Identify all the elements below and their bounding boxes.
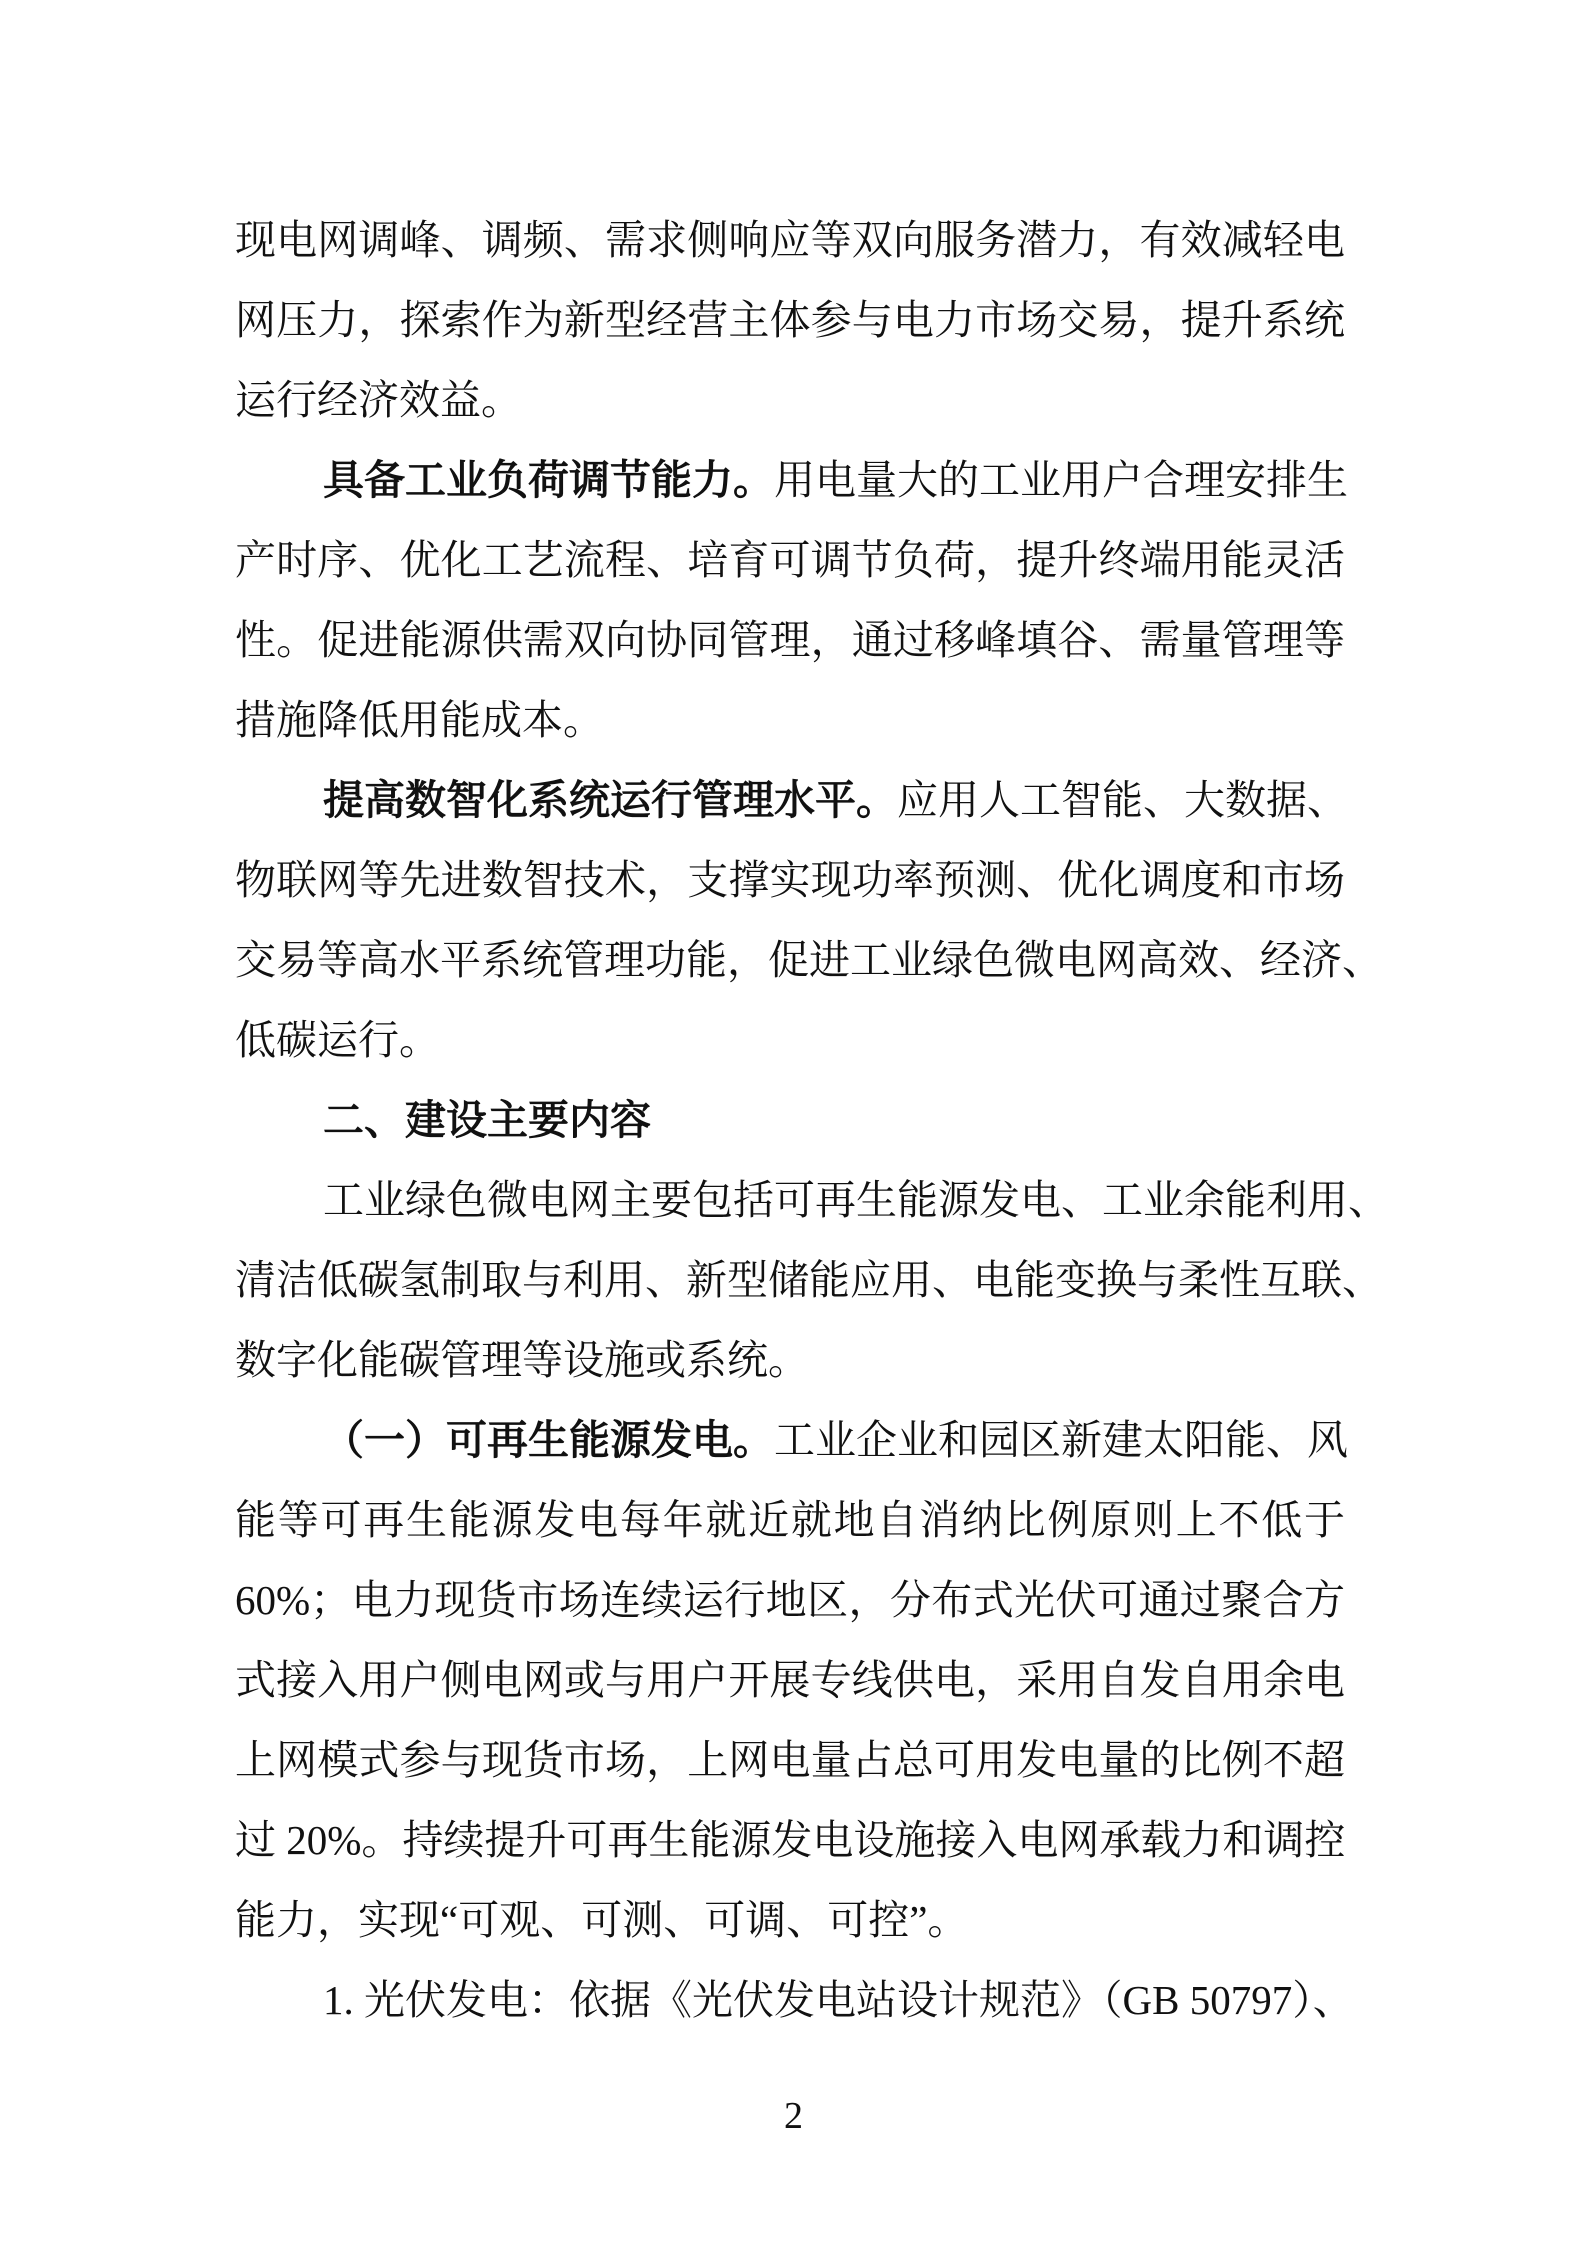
text-line [235, 1560, 1345, 1640]
text-line [235, 1240, 1383, 1320]
line-text: 现电网调峰、调频、需求侧响应等双向服务潜力，有效减轻电 [235, 217, 1345, 263]
line-text: 措施降低用能成本。 [235, 697, 604, 743]
line-text: 产时序、优化工艺流程、培育可调节负荷，提升终端用能灵活 [235, 537, 1345, 583]
text-line [235, 1000, 1345, 1080]
line-text: 低碳运行。 [235, 1017, 440, 1063]
text-line [235, 1880, 1345, 1960]
text-line [235, 920, 1383, 1000]
line-text: 交易等高水平系统管理功能，促进工业绿色微电网高效、经济、 [235, 937, 1383, 983]
text-line [235, 280, 1345, 360]
section-heading [235, 1080, 1345, 1160]
text-line [235, 360, 1345, 440]
line-text: 式接入用户侧电网或与用户开展专线供电，采用自发自用余电 [235, 1657, 1345, 1703]
text-line [235, 1160, 1389, 1240]
bold-lead: 具备工业负荷调节能力。 [323, 457, 774, 503]
page-number: 2 [784, 2095, 803, 2137]
line-text: 网压力，探索作为新型经营主体参与电力市场交易，提升系统 [235, 297, 1345, 343]
line-text: 上网模式参与现货市场，上网电量占总可用发电量的比例不超 [235, 1737, 1345, 1783]
text-line [235, 760, 1348, 840]
line-text: 能力，实现“可观、可测、可调、可控”。 [235, 1897, 969, 1943]
text-line [235, 1640, 1345, 1720]
text-line [235, 520, 1345, 600]
document-body [235, 200, 1389, 2040]
line-text: 物联网等先进数智技术，支撑实现功率预测、优化调度和市场 [235, 857, 1345, 903]
text-line [235, 1320, 1345, 1400]
text-line [235, 680, 1345, 760]
line-text: 能等可再生能源发电每年就近就地自消纳比例原则上不低于 [235, 1497, 1345, 1543]
text-line [235, 600, 1345, 680]
line-text: 用电量大的工业用户合理安排生 [774, 457, 1348, 503]
text-line [235, 200, 1345, 280]
text-line [235, 1800, 1345, 1880]
text-line [235, 440, 1348, 520]
text-line [235, 1720, 1345, 1800]
line-text: 过 20%。持续提升可再生能源发电设施接入电网承载力和调控 [235, 1817, 1346, 1863]
line-text: 工业绿色微电网主要包括可再生能源发电、工业余能利用、 [323, 1177, 1389, 1223]
line-text: 应用人工智能、大数据、 [897, 777, 1348, 823]
bold-lead: （一）可再生能源发电。 [323, 1417, 774, 1463]
text-line [235, 840, 1345, 920]
line-text: 数字化能碳管理等设施或系统。 [235, 1337, 809, 1383]
text-line [235, 1400, 1348, 1480]
text-line [235, 1480, 1345, 1560]
line-text: 清洁低碳氢制取与利用、新型储能应用、电能变换与柔性互联、 [235, 1257, 1383, 1303]
line-text: 1. 光伏发电：依据《光伏发电站设计规范》（GB 50797）、 [323, 1977, 1354, 2023]
line-text: 性。促进能源供需双向协同管理，通过移峰填谷、需量管理等 [235, 617, 1345, 663]
line-text: 工业企业和园区新建太阳能、风 [774, 1417, 1348, 1463]
text-line [235, 1960, 1354, 2040]
bold-lead: 提高数智化系统运行管理水平。 [323, 777, 897, 823]
line-text: 60%；电力现货市场连续运行地区，分布式光伏可通过聚合方 [235, 1577, 1345, 1623]
bold-lead: 二、建设主要内容 [323, 1097, 651, 1143]
line-text: 运行经济效益。 [235, 377, 522, 423]
